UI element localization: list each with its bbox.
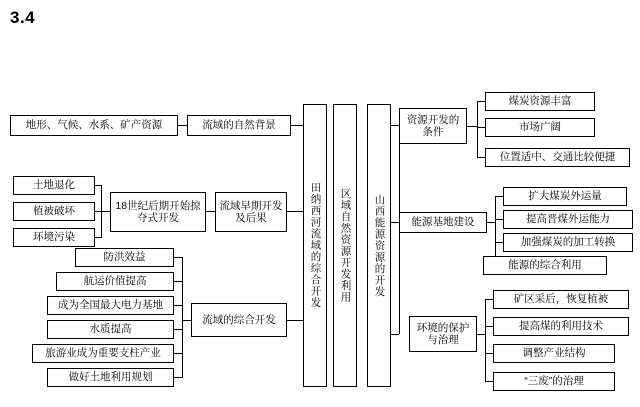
node-expand-coal-output: 扩大煤炭外运量 bbox=[503, 187, 627, 206]
connector bbox=[174, 377, 182, 378]
node-water-quality: 水质提高 bbox=[47, 320, 174, 339]
connector bbox=[287, 320, 303, 321]
connector bbox=[495, 196, 503, 197]
connector bbox=[391, 222, 399, 223]
node-location-transport: 位置适中、交通比较便捷 bbox=[485, 148, 630, 167]
connector bbox=[485, 381, 493, 382]
node-early-dev-consequence: 流域早期开发及后果 bbox=[215, 192, 287, 232]
node-resource-conditions: 资源开发的条件 bbox=[399, 108, 467, 144]
connector bbox=[174, 305, 182, 306]
connector bbox=[485, 326, 493, 327]
node-three-wastes: “三废”的治理 bbox=[493, 372, 615, 391]
connector bbox=[95, 185, 101, 186]
connector bbox=[206, 211, 215, 212]
connector bbox=[174, 257, 182, 258]
node-environment-pollution: 环境污染 bbox=[13, 228, 95, 247]
connector bbox=[182, 257, 183, 378]
node-land-degradation: 土地退化 bbox=[13, 176, 95, 195]
connector bbox=[178, 125, 187, 126]
connector bbox=[291, 125, 303, 126]
connector bbox=[477, 334, 485, 335]
connector bbox=[495, 242, 503, 243]
node-coal-rich: 煤炭资源丰富 bbox=[485, 92, 595, 111]
connector bbox=[477, 101, 485, 102]
node-natural-basis: 流域的自然背景 bbox=[187, 115, 291, 136]
connector bbox=[95, 237, 101, 238]
connector bbox=[182, 320, 191, 321]
node-shanxi-spine: 山西能源资源的开发 bbox=[367, 104, 391, 387]
node-natural-basis-inputs: 地形、气候、水系、矿产资源 bbox=[10, 115, 178, 136]
node-development-18c: 18世纪后期开始掠夺式开发 bbox=[110, 192, 206, 232]
connector bbox=[495, 219, 503, 220]
connector bbox=[391, 334, 399, 335]
node-mining-restore: 矿区采后，恢复植被 bbox=[493, 290, 629, 309]
connector bbox=[174, 281, 182, 282]
connector bbox=[391, 125, 399, 126]
connector bbox=[174, 353, 182, 354]
connector bbox=[487, 222, 495, 223]
connector bbox=[101, 211, 110, 212]
connector bbox=[174, 329, 182, 330]
node-improve-transport: 提高晋煤外运能力 bbox=[503, 210, 633, 229]
node-region-spine: 区域自然资源开发利用 bbox=[333, 104, 357, 387]
node-comprehensive-dev: 流域的综合开发 bbox=[191, 303, 287, 337]
node-energy-base-build: 能源基地建设 bbox=[399, 212, 487, 233]
connector bbox=[485, 299, 493, 300]
node-vegetation-damage: 植被破坏 bbox=[13, 202, 95, 221]
connector bbox=[477, 157, 485, 158]
node-tva-spine: 田纳西河流域的综合开发 bbox=[303, 104, 327, 387]
node-industry-structure: 调整产业结构 bbox=[493, 344, 615, 363]
node-flood-benefit: 防洪效益 bbox=[75, 248, 174, 267]
node-deep-processing: 加强煤炭的加工转换 bbox=[503, 233, 633, 252]
connector bbox=[485, 299, 486, 381]
node-tourism-pillar: 旅游业成为重要支柱产业 bbox=[32, 344, 174, 363]
node-env-protect-govern: 环境的保护与治理 bbox=[409, 316, 477, 352]
connector bbox=[467, 126, 477, 127]
node-market-wide: 市场广阔 bbox=[485, 118, 595, 137]
node-comprehensive-energy: 能源的综合利用 bbox=[483, 256, 607, 275]
node-largest-power-base: 成为全国最大电力基地 bbox=[47, 296, 174, 315]
connector bbox=[287, 211, 303, 212]
node-land-use-plan: 做好土地利用规划 bbox=[47, 368, 174, 387]
connector bbox=[477, 127, 485, 128]
connector bbox=[485, 353, 493, 354]
page-title: 3.4 bbox=[10, 8, 36, 27]
connector bbox=[477, 101, 478, 158]
node-coal-use-tech: 提高煤的利用技术 bbox=[493, 317, 629, 336]
node-shipping-value: 航运价值提高 bbox=[56, 272, 174, 291]
